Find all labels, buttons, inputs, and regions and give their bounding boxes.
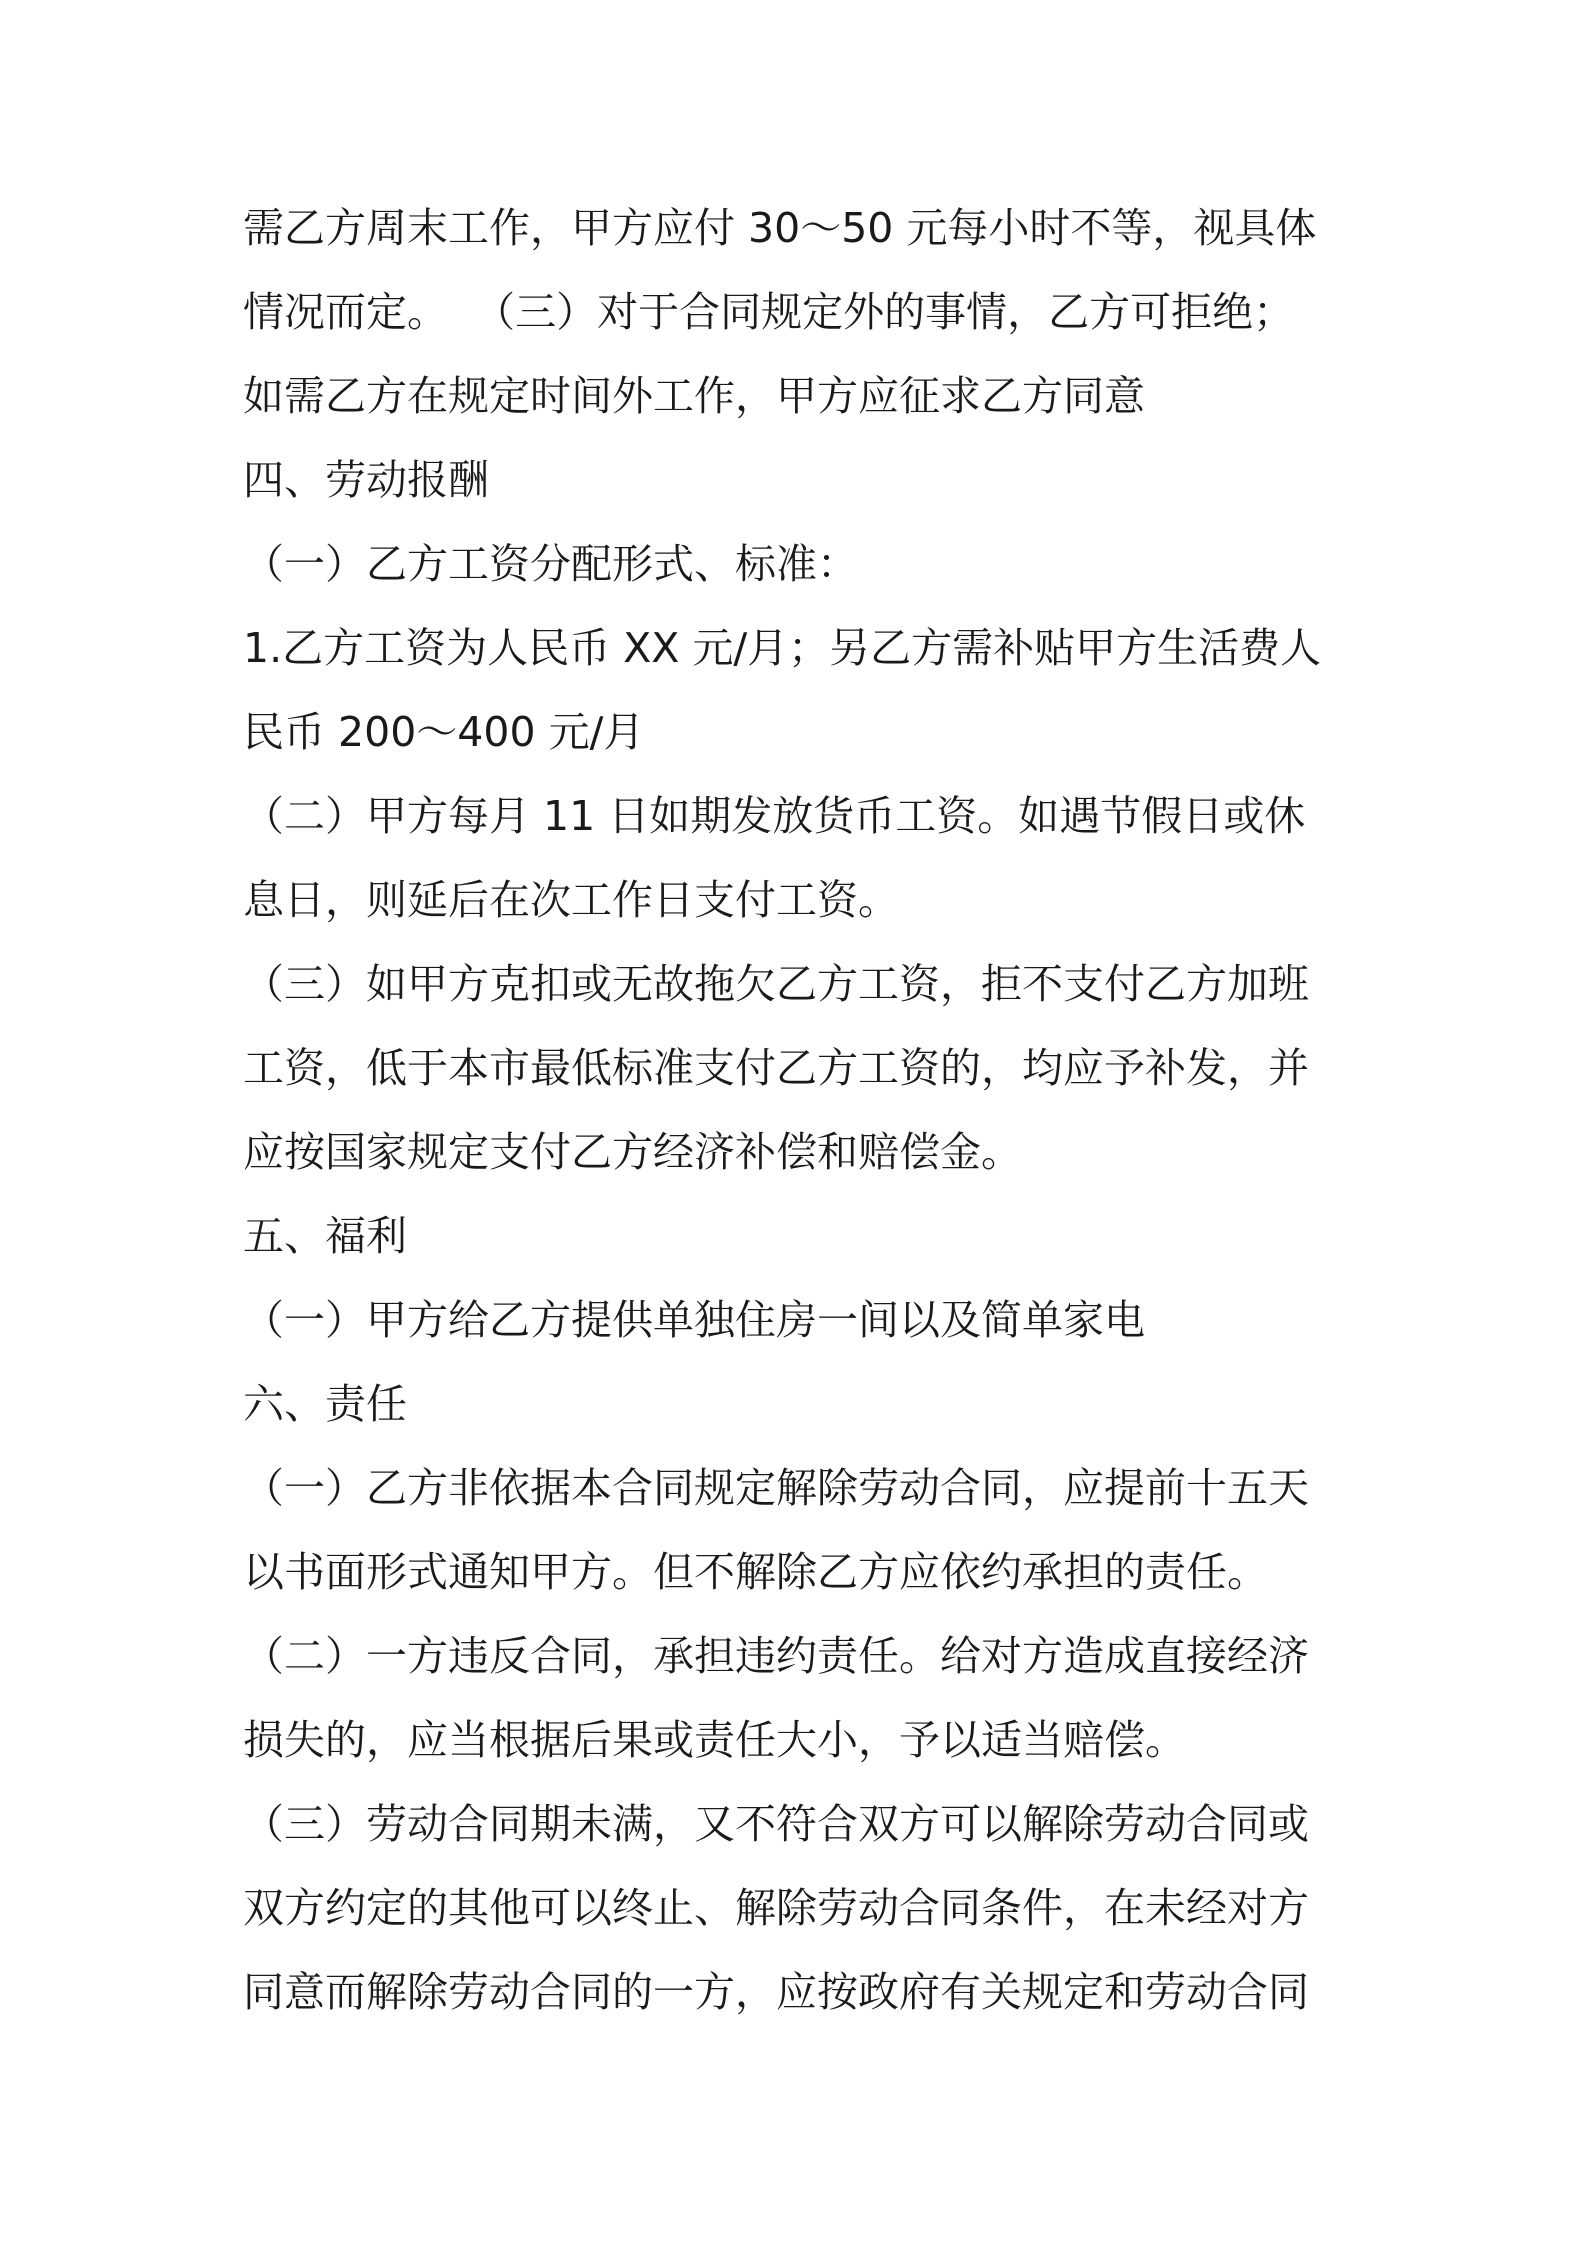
text-line: 需乙方周末工作，甲方应付 30～50 元每小时不等，视具体 — [243, 204, 1317, 252]
text-line: 情况而定。 （三）对于合同规定外的事情，乙方可拒绝； — [243, 288, 1295, 336]
text-line: 息日，则延后在次工作日支付工资。 — [243, 876, 899, 924]
document-body — [243, 186, 1357, 2034]
text-line: 1.乙方工资为人民币 XX 元/月；另乙方需补贴甲方生活费人 — [243, 624, 1322, 672]
section-heading: 六、责任 — [243, 1380, 407, 1428]
text-line: 以书面形式通知甲方。但不解除乙方应依约承担的责任。 — [243, 1548, 1268, 1596]
text-line: （二）一方违反合同，承担违约责任。给对方造成直接经济 — [243, 1632, 1309, 1680]
text-line: （二）甲方每月 11 日如期发放货币工资。如遇节假日或休 — [243, 792, 1306, 840]
text-line: （三）劳动合同期未满，又不符合双方可以解除劳动合同或 — [243, 1800, 1309, 1848]
text-line: 民币 200～400 元/月 — [243, 708, 645, 756]
section-heading: 五、福利 — [243, 1212, 407, 1260]
text-line: 应按国家规定支付乙方经济补偿和赔偿金。 — [243, 1128, 1022, 1176]
section-heading: 四、劳动报酬 — [243, 456, 489, 504]
text-line: 同意而解除劳动合同的一方，应按政府有关规定和劳动合同 — [243, 1968, 1309, 2016]
text-line: 工资，低于本市最低标准支付乙方工资的，均应予补发，并 — [243, 1044, 1309, 1092]
text-line: （一）乙方工资分配形式、标准： — [243, 540, 858, 588]
text-line: （一）甲方给乙方提供单独住房一间以及简单家电 — [243, 1296, 1145, 1344]
text-line: （一）乙方非依据本合同规定解除劳动合同，应提前十五天 — [243, 1464, 1309, 1512]
text-line: 损失的，应当根据后果或责任大小，予以适当赔偿。 — [243, 1716, 1186, 1764]
text-line: 双方约定的其他可以终止、解除劳动合同条件，在未经对方 — [243, 1884, 1309, 1932]
text-line: （三）如甲方克扣或无故拖欠乙方工资，拒不支付乙方加班 — [243, 960, 1309, 1008]
text-line: 如需乙方在规定时间外工作，甲方应征求乙方同意 — [243, 372, 1145, 420]
